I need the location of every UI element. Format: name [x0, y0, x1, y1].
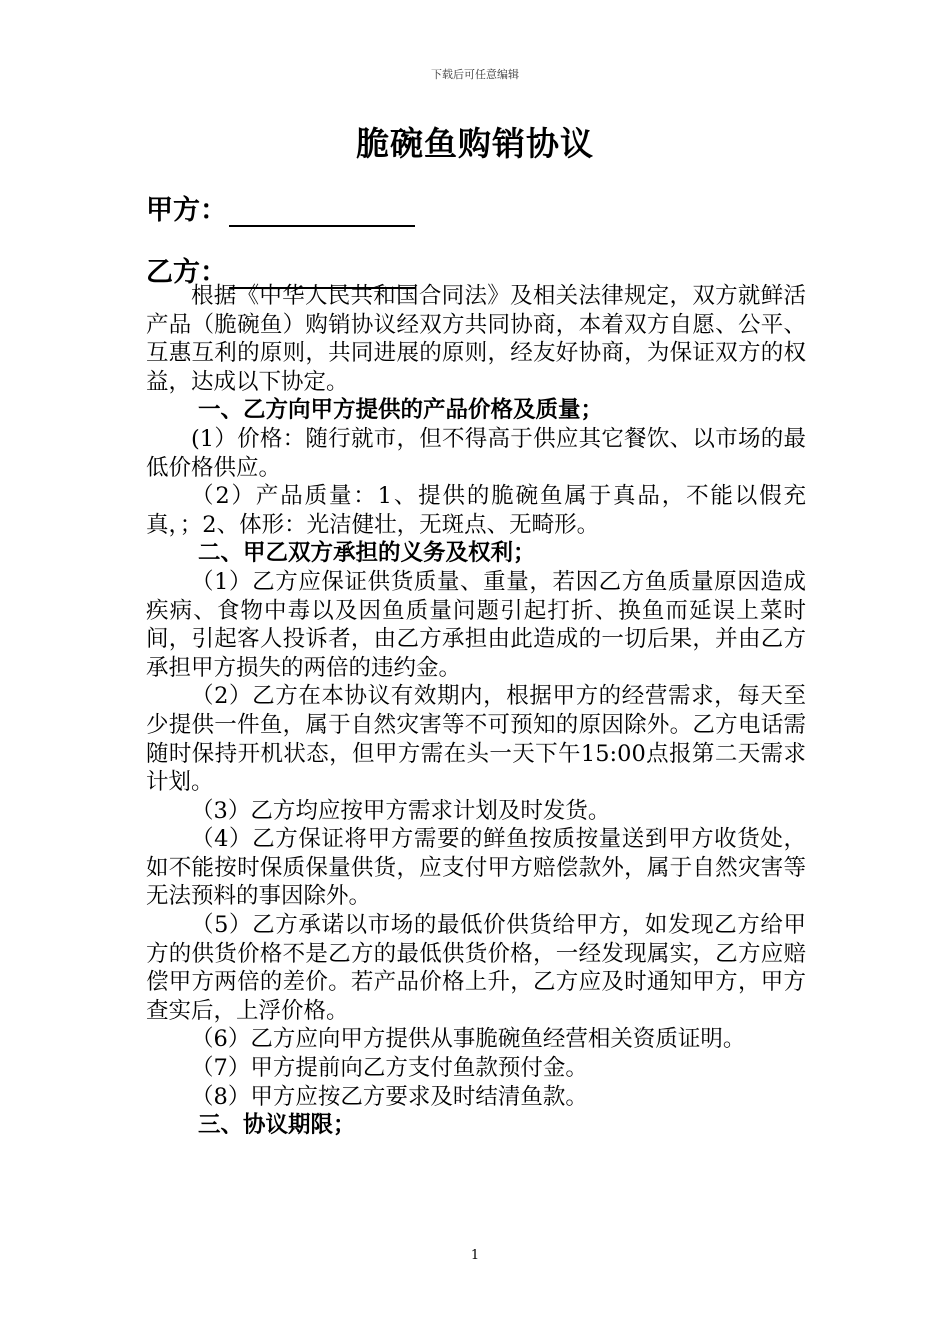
clause: （1）乙方应保证供货质量、重量，若因乙方鱼质量原因造成疾病、食物中毒以及因鱼质量问题引起打折、换鱼而延误上菜时间，引起客人投诉者，由乙方承担由此造成的一切后果，并由乙方承担甲方损失的两倍的违约金。: [146, 568, 806, 681]
clause: （4）乙方保证将甲方需要的鲜鱼按质按量送到甲方收货处，如不能按时保质保量供货，应支付甲方赔偿款外，属于自然灾害等无法预料的事因除外。: [146, 826, 806, 910]
party-b-label: 乙方：: [146, 257, 227, 288]
section-heading: 一、乙方向甲方提供的产品价格及质量；: [198, 397, 604, 424]
clause: （2）乙方在本协议有效期内，根据甲方的经营需求，每天至少提供一件鱼，属于自然灾害等不可预知的原因除外。乙方电话需随时保持开机状态，但甲方需在头一天下午15:00点报第二天需求计划。: [146, 683, 806, 796]
page-title: 脆碗鱼购销协议: [356, 124, 594, 163]
clause: （8）甲方应按乙方要求及时结清鱼款。: [191, 1083, 588, 1110]
section-heading: 三、协议期限；: [198, 1112, 356, 1139]
section-heading: 二、甲乙双方承担的义务及权利；: [198, 540, 536, 567]
party-a-blank: [229, 199, 415, 227]
agreement-body: [146, 282, 806, 1140]
page-number: 1: [470, 1248, 480, 1263]
party-a-line: [146, 188, 415, 227]
clause: （3）乙方均应按甲方需求计划及时发货。: [191, 797, 611, 824]
clause: （7）甲方提前向乙方支付鱼款预付金。: [191, 1055, 588, 1082]
clause: （6）乙方应向甲方提供从事脆碗鱼经营相关资质证明。: [191, 1026, 746, 1053]
party-a-label: 甲方：: [146, 195, 227, 226]
clause: （5）乙方承诺以市场的最低价供货给甲方，如发现乙方给甲方的供货价格不是乙方的最低供货价格，一经发现属实，乙方应赔偿甲方两倍的差价。若产品价格上升，乙方应及时通知甲方，甲方查实后，上浮价格。: [146, 912, 806, 1024]
header-note: 下载后可任意编辑: [431, 68, 519, 81]
clause: （2）产品质量：1、提供的脆碗鱼属于真品，不能以假充真，；2、体形：光洁健壮，无斑点、无畸形。: [146, 483, 806, 538]
clause: (1）价格：随行就市，但不得高于供应其它餐饮、以市场的最低价格供应。: [146, 425, 806, 481]
intro-paragraph: 根据《中华人民共和国合同法》及相关法律规定，双方就鲜活产品（脆碗鱼）购销协议经双方共同协商，本着双方自愿、公平、互惠互利的原则，共同进展的原则，经友好协商，为保证双方的权益，达成以下协定。: [146, 283, 806, 395]
